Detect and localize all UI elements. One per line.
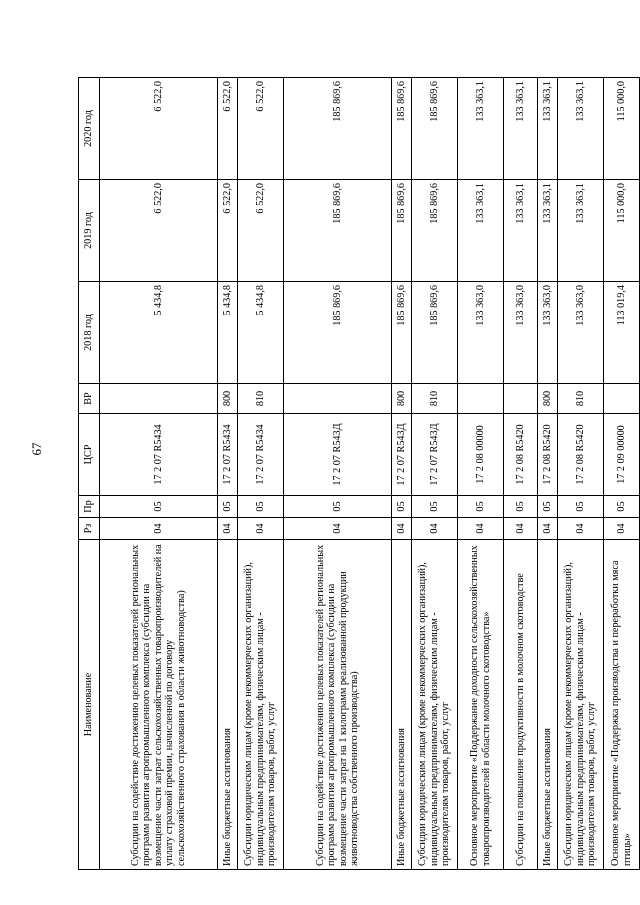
cell-rz: 04 bbox=[238, 518, 284, 540]
cell-2020: 185 869,6 bbox=[284, 78, 392, 180]
cell-2019: 133 363,1 bbox=[504, 180, 538, 282]
header-2020: 2020 год bbox=[79, 78, 100, 180]
cell-2018: 133 363,0 bbox=[538, 282, 558, 384]
header-pr: Пр bbox=[79, 496, 100, 518]
budget-table bbox=[78, 77, 640, 870]
cell-rz: 04 bbox=[504, 518, 538, 540]
cell-pr: 05 bbox=[392, 496, 412, 518]
table-row bbox=[100, 78, 218, 870]
cell-2019: 6 522,0 bbox=[218, 180, 238, 282]
page-number: 67 bbox=[29, 442, 44, 456]
cell-pr: 05 bbox=[284, 496, 392, 518]
cell-2020: 6 522,0 bbox=[238, 78, 284, 180]
cell-csr: 17 2 08 R5420 bbox=[504, 414, 538, 496]
cell-vr bbox=[458, 384, 504, 414]
cell-csr: 17 2 07 R5434 bbox=[100, 414, 218, 496]
cell-vr bbox=[604, 384, 640, 414]
table-row bbox=[392, 78, 412, 870]
cell-vr: 800 bbox=[218, 384, 238, 414]
cell-2020: 6 522,0 bbox=[218, 78, 238, 180]
cell-2020: 185 869,6 bbox=[392, 78, 412, 180]
cell-vr bbox=[284, 384, 392, 414]
cell-csr: 17 2 08 R5420 bbox=[538, 414, 558, 496]
table-row bbox=[218, 78, 238, 870]
cell-name: Иные бюджетные ассигнования bbox=[538, 540, 558, 870]
cell-name: Основное мероприятие «Поддержка производства и переработки мяса птицы» bbox=[604, 540, 640, 870]
header-vr: ВР bbox=[79, 384, 100, 414]
cell-2020: 185 869,6 bbox=[412, 78, 458, 180]
cell-2020: 115 000,0 bbox=[604, 78, 640, 180]
cell-csr: 17 2 07 R5434 bbox=[238, 414, 284, 496]
table-row bbox=[504, 78, 538, 870]
cell-2019: 185 869,6 bbox=[284, 180, 392, 282]
cell-csr: 17 2 07 R543Д bbox=[284, 414, 392, 496]
cell-pr: 05 bbox=[538, 496, 558, 518]
cell-2018: 185 869,6 bbox=[412, 282, 458, 384]
table-row bbox=[538, 78, 558, 870]
cell-pr: 05 bbox=[100, 496, 218, 518]
cell-2019: 133 363,1 bbox=[538, 180, 558, 282]
cell-2018: 5 434,8 bbox=[218, 282, 238, 384]
cell-2018: 113 019,4 bbox=[604, 282, 640, 384]
table-row bbox=[412, 78, 458, 870]
cell-rz: 04 bbox=[558, 518, 604, 540]
cell-rz: 04 bbox=[604, 518, 640, 540]
cell-name: Субсидии юридическим лицам (кроме некоммерческих организаций), индивидуальным предпринимателям, физическим лицам - производителям товаров, работ, услуг bbox=[558, 540, 604, 870]
cell-2019: 185 869,6 bbox=[412, 180, 458, 282]
cell-2019: 133 363,1 bbox=[558, 180, 604, 282]
cell-2018: 185 869,6 bbox=[392, 282, 412, 384]
cell-2018: 5 434,8 bbox=[100, 282, 218, 384]
cell-name: Субсидии на содействие достижению целевых показателей региональных программ развития агропромышленного комплекса (субсидии на возмещение части затрат на 1 килограмм реализованной продукции животноводства собственного производства) bbox=[284, 540, 392, 870]
cell-name: Субсидии на содействие достижению целевых показателей региональных программ развития агропромышленного комплекса (субсидии на возмещение части затрат сельскохозяйственных товаропроизводителей на уплату страховой премии, начисленной по договору сельскохозяйственного страхования в области животноводства) bbox=[100, 540, 218, 870]
cell-2020: 133 363,1 bbox=[558, 78, 604, 180]
cell-rz: 04 bbox=[538, 518, 558, 540]
cell-pr: 05 bbox=[558, 496, 604, 518]
cell-rz: 04 bbox=[392, 518, 412, 540]
cell-2020: 133 363,1 bbox=[458, 78, 504, 180]
cell-vr: 800 bbox=[538, 384, 558, 414]
cell-csr: 17 2 07 R543Д bbox=[412, 414, 458, 496]
cell-rz: 04 bbox=[412, 518, 458, 540]
cell-csr: 17 2 07 R543Д bbox=[392, 414, 412, 496]
header-2019: 2019 год bbox=[79, 180, 100, 282]
header-2018: 2018 год bbox=[79, 282, 100, 384]
cell-2019: 6 522,0 bbox=[238, 180, 284, 282]
table-row bbox=[238, 78, 284, 870]
cell-name: Субсидии юридическим лицам (кроме некоммерческих организаций), индивидуальным предпринимателям, физическим лицам - производителям товаров, работ, услуг bbox=[238, 540, 284, 870]
cell-2018: 133 363,0 bbox=[558, 282, 604, 384]
table-header-row bbox=[79, 78, 100, 870]
cell-vr: 810 bbox=[238, 384, 284, 414]
cell-2019: 133 363,1 bbox=[458, 180, 504, 282]
cell-2019: 115 000,0 bbox=[604, 180, 640, 282]
cell-rz: 04 bbox=[218, 518, 238, 540]
header-csr: ЦСР bbox=[79, 414, 100, 496]
table-row bbox=[284, 78, 392, 870]
cell-name: Иные бюджетные ассигнования bbox=[218, 540, 238, 870]
header-rz: Рз bbox=[79, 518, 100, 540]
table-row bbox=[458, 78, 504, 870]
cell-rz: 04 bbox=[284, 518, 392, 540]
cell-2019: 185 869,6 bbox=[392, 180, 412, 282]
cell-vr: 810 bbox=[558, 384, 604, 414]
header-name: Наименование bbox=[79, 540, 100, 870]
cell-name: Иные бюджетные ассигнования bbox=[392, 540, 412, 870]
cell-2018: 185 869,6 bbox=[284, 282, 392, 384]
cell-csr: 17 2 07 R5434 bbox=[218, 414, 238, 496]
cell-pr: 05 bbox=[218, 496, 238, 518]
cell-2019: 6 522,0 bbox=[100, 180, 218, 282]
cell-pr: 05 bbox=[604, 496, 640, 518]
cell-vr: 800 bbox=[392, 384, 412, 414]
cell-2020: 6 522,0 bbox=[100, 78, 218, 180]
table-row bbox=[558, 78, 604, 870]
cell-vr bbox=[504, 384, 538, 414]
rotated-table-container bbox=[78, 78, 633, 870]
cell-name: Основное мероприятие «Поддержание доходности сельскохозяйственных товаропроизводителей в области молочного скотоводства» bbox=[458, 540, 504, 870]
cell-csr: 17 2 08 R5420 bbox=[558, 414, 604, 496]
cell-2020: 133 363,1 bbox=[504, 78, 538, 180]
cell-pr: 05 bbox=[238, 496, 284, 518]
cell-pr: 05 bbox=[458, 496, 504, 518]
cell-pr: 05 bbox=[504, 496, 538, 518]
cell-vr: 810 bbox=[412, 384, 458, 414]
cell-csr: 17 2 08 00000 bbox=[458, 414, 504, 496]
cell-csr: 17 2 09 00000 bbox=[604, 414, 640, 496]
cell-2018: 5 434,8 bbox=[238, 282, 284, 384]
cell-name: Субсидии на повышение продуктивности в молочном скотоводстве bbox=[504, 540, 538, 870]
cell-2018: 133 363,0 bbox=[458, 282, 504, 384]
cell-vr bbox=[100, 384, 218, 414]
cell-2018: 133 363,0 bbox=[504, 282, 538, 384]
cell-name: Субсидии юридическим лицам (кроме некоммерческих организаций), индивидуальным предпринимателям, физическим лицам - производителям товаров, работ, услуг bbox=[412, 540, 458, 870]
cell-pr: 05 bbox=[412, 496, 458, 518]
cell-2020: 133 363,1 bbox=[538, 78, 558, 180]
cell-rz: 04 bbox=[100, 518, 218, 540]
table-row bbox=[604, 78, 640, 870]
cell-rz: 04 bbox=[458, 518, 504, 540]
